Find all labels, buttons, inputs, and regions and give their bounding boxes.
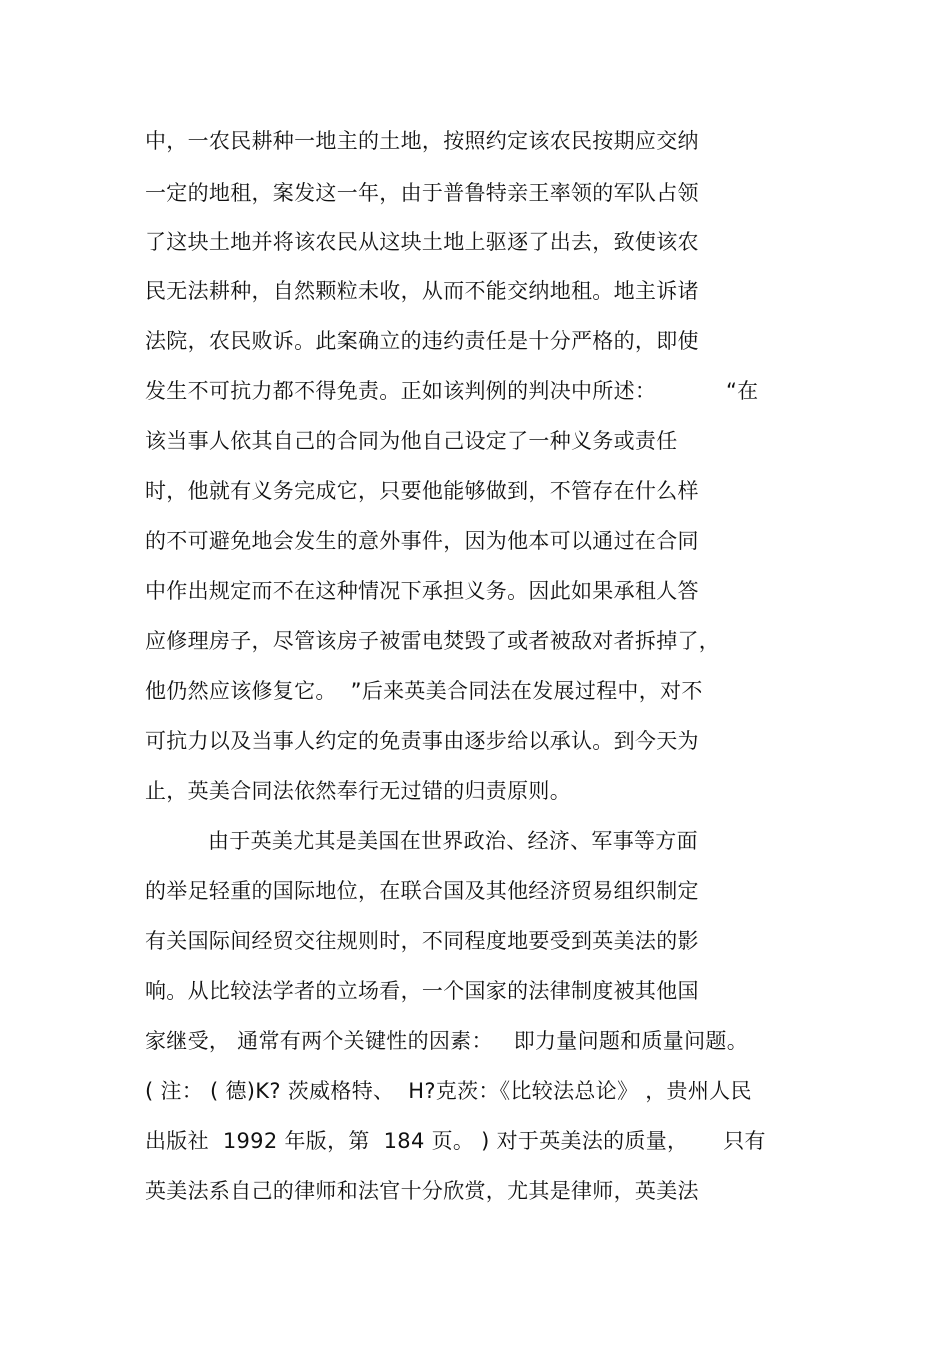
text-line: 民无法耕种，自然颗粒未收，从而不能交纳地租。地主诉诸	[145, 279, 699, 303]
text-line: 一定的地租，案发这一年，由于普鲁特亲王率领的军队占领	[145, 181, 699, 205]
text-line: 有关国际间经贸交往规则时，不同程度地要受到英美法的影	[145, 929, 699, 953]
text-line: 法院，农民败诉。此案确立的违约责任是十分严格的，即使	[145, 329, 699, 353]
paragraph-first-line: 由于英美尤其是美国在世界政治、经济、军事等方面	[208, 829, 698, 853]
text-line: 了这块土地并将该农民从这块土地上驱逐了出去，致使该农	[145, 230, 699, 254]
text-line: 的举足轻重的国际地位，在联合国及其他经济贸易组织制定	[145, 879, 699, 903]
text-line: 他仍然应该修复它。 ”后来英美合同法在发展过程中，对不	[145, 679, 703, 703]
text-line: 家继受， 通常有两个关键性的因素： 即力量问题和质量问题。	[145, 1029, 748, 1053]
text-line: 的不可避免地会发生的意外事件，因为他本可以通过在合同	[145, 529, 699, 553]
text-line: 止，英美合同法依然奉行无过错的归责原则。	[145, 779, 571, 803]
text-line: 响。从比较法学者的立场看，一个国家的法律制度被其他国	[145, 979, 699, 1003]
text-line: 中，一农民耕种一地主的土地，按照约定该农民按期应交纳	[145, 129, 699, 153]
text-line: 英美法系自己的律师和法官十分欣赏，尤其是律师，英美法	[145, 1179, 699, 1203]
footnote-line: ( 注： ( 德)K? 茨威格特、 H?克茨：《比较法总论》 ，贵州人民	[145, 1079, 752, 1103]
text-line: 中作出规定而不在这种情况下承担义务。因此如果承租人答	[145, 579, 699, 603]
text-line: 应修理房子，尽管该房子被雷电焚毁了或者被敌对者拆掉了，	[145, 629, 721, 653]
text-line: 可抗力以及当事人约定的免责事由逐步给以承认。到今天为	[145, 729, 699, 753]
text-line: 时，他就有义务完成它，只要他能够做到，不管存在什么样	[145, 479, 699, 503]
footnote-line: 出版社 1992 年版，第 184 页。 ) 对于英美法的质量， 只有	[145, 1129, 766, 1153]
text-line: 发生不可抗力都不得免责。正如该判例的判决中所述： “在	[145, 379, 759, 403]
text-line: 该当事人依其自己的合同为他自己设定了一种义务或责任	[145, 429, 678, 453]
